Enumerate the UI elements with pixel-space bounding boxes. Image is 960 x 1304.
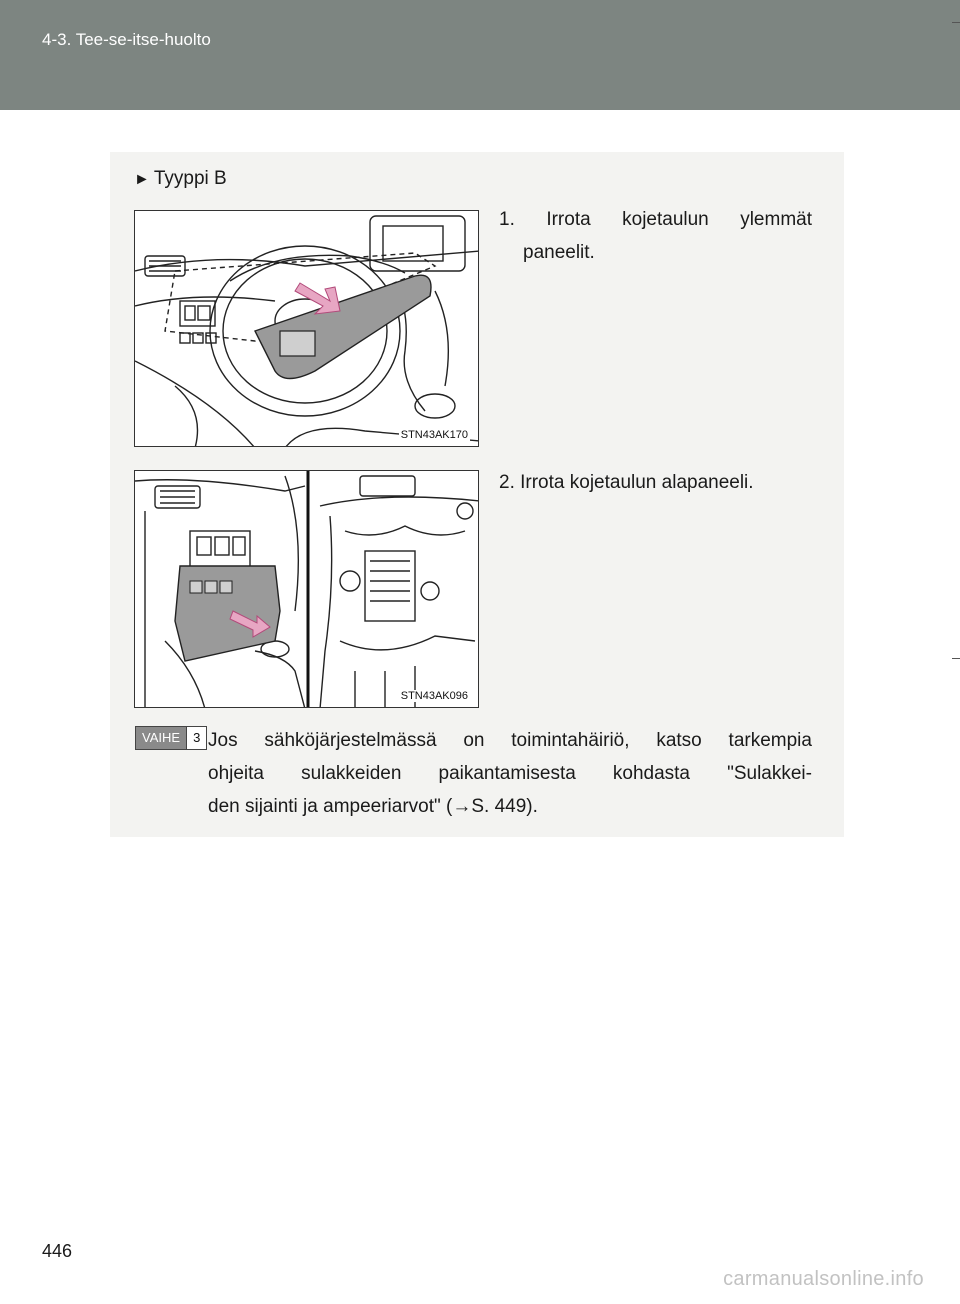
step-1-number: 1. <box>499 209 515 230</box>
step-1-word: kojetaulun <box>622 209 709 230</box>
header-band <box>0 0 960 110</box>
step-1 <box>499 203 812 269</box>
step-1-word: Irrota <box>546 209 591 230</box>
figure-code: STN43AK170 <box>400 429 468 441</box>
step-3-word: katso <box>656 730 702 751</box>
step-3-word: toimintahäiriö, <box>511 730 630 751</box>
step-1-line-2: paneelit. <box>523 242 595 263</box>
step-badge <box>135 726 207 750</box>
step-3-word: ohjeita <box>208 763 264 784</box>
step-3-word: sähköjärjestelmässä <box>264 730 437 751</box>
section-title: 4-3. Tee-se-itse-huolto <box>42 30 211 49</box>
figure-code: STN43AK096 <box>400 690 468 702</box>
watermark: carmanualsonline.info <box>723 1268 924 1290</box>
step-2: 2. Irrota kojetaulun alapaneeli. <box>499 472 754 493</box>
step-3-word: sulakkeiden <box>301 763 402 784</box>
step-3-word: tarkempia <box>728 730 812 751</box>
step-badge-number: 3 <box>186 727 206 749</box>
step-badge-label: VAIHE <box>136 727 186 749</box>
page-number: 446 <box>42 1241 73 1261</box>
illustration-lower-panel <box>134 470 479 708</box>
step-3-word: on <box>463 730 485 751</box>
lower-panel-illustration <box>135 471 479 708</box>
step-3-word: Jos <box>208 730 238 751</box>
illustration-upper-panels <box>134 210 479 447</box>
step-3-word: "Sulakkei- <box>727 763 812 784</box>
variant-label <box>134 168 227 190</box>
step-3-text <box>208 724 812 823</box>
crop-mark <box>952 658 960 659</box>
variant-label-text: Tyyppi B <box>153 168 227 189</box>
triangle-bullet-icon: ► <box>134 171 150 188</box>
step-3-word: kohdasta <box>612 763 690 784</box>
step-1-word: ylemmät <box>740 209 812 230</box>
step-3-line-3: den sijainti ja ampeeriarvot" (→S. 449). <box>208 796 538 817</box>
crop-mark <box>952 22 960 23</box>
step-3-word: paikantamisesta <box>438 763 576 784</box>
dashboard-illustration <box>135 211 479 447</box>
